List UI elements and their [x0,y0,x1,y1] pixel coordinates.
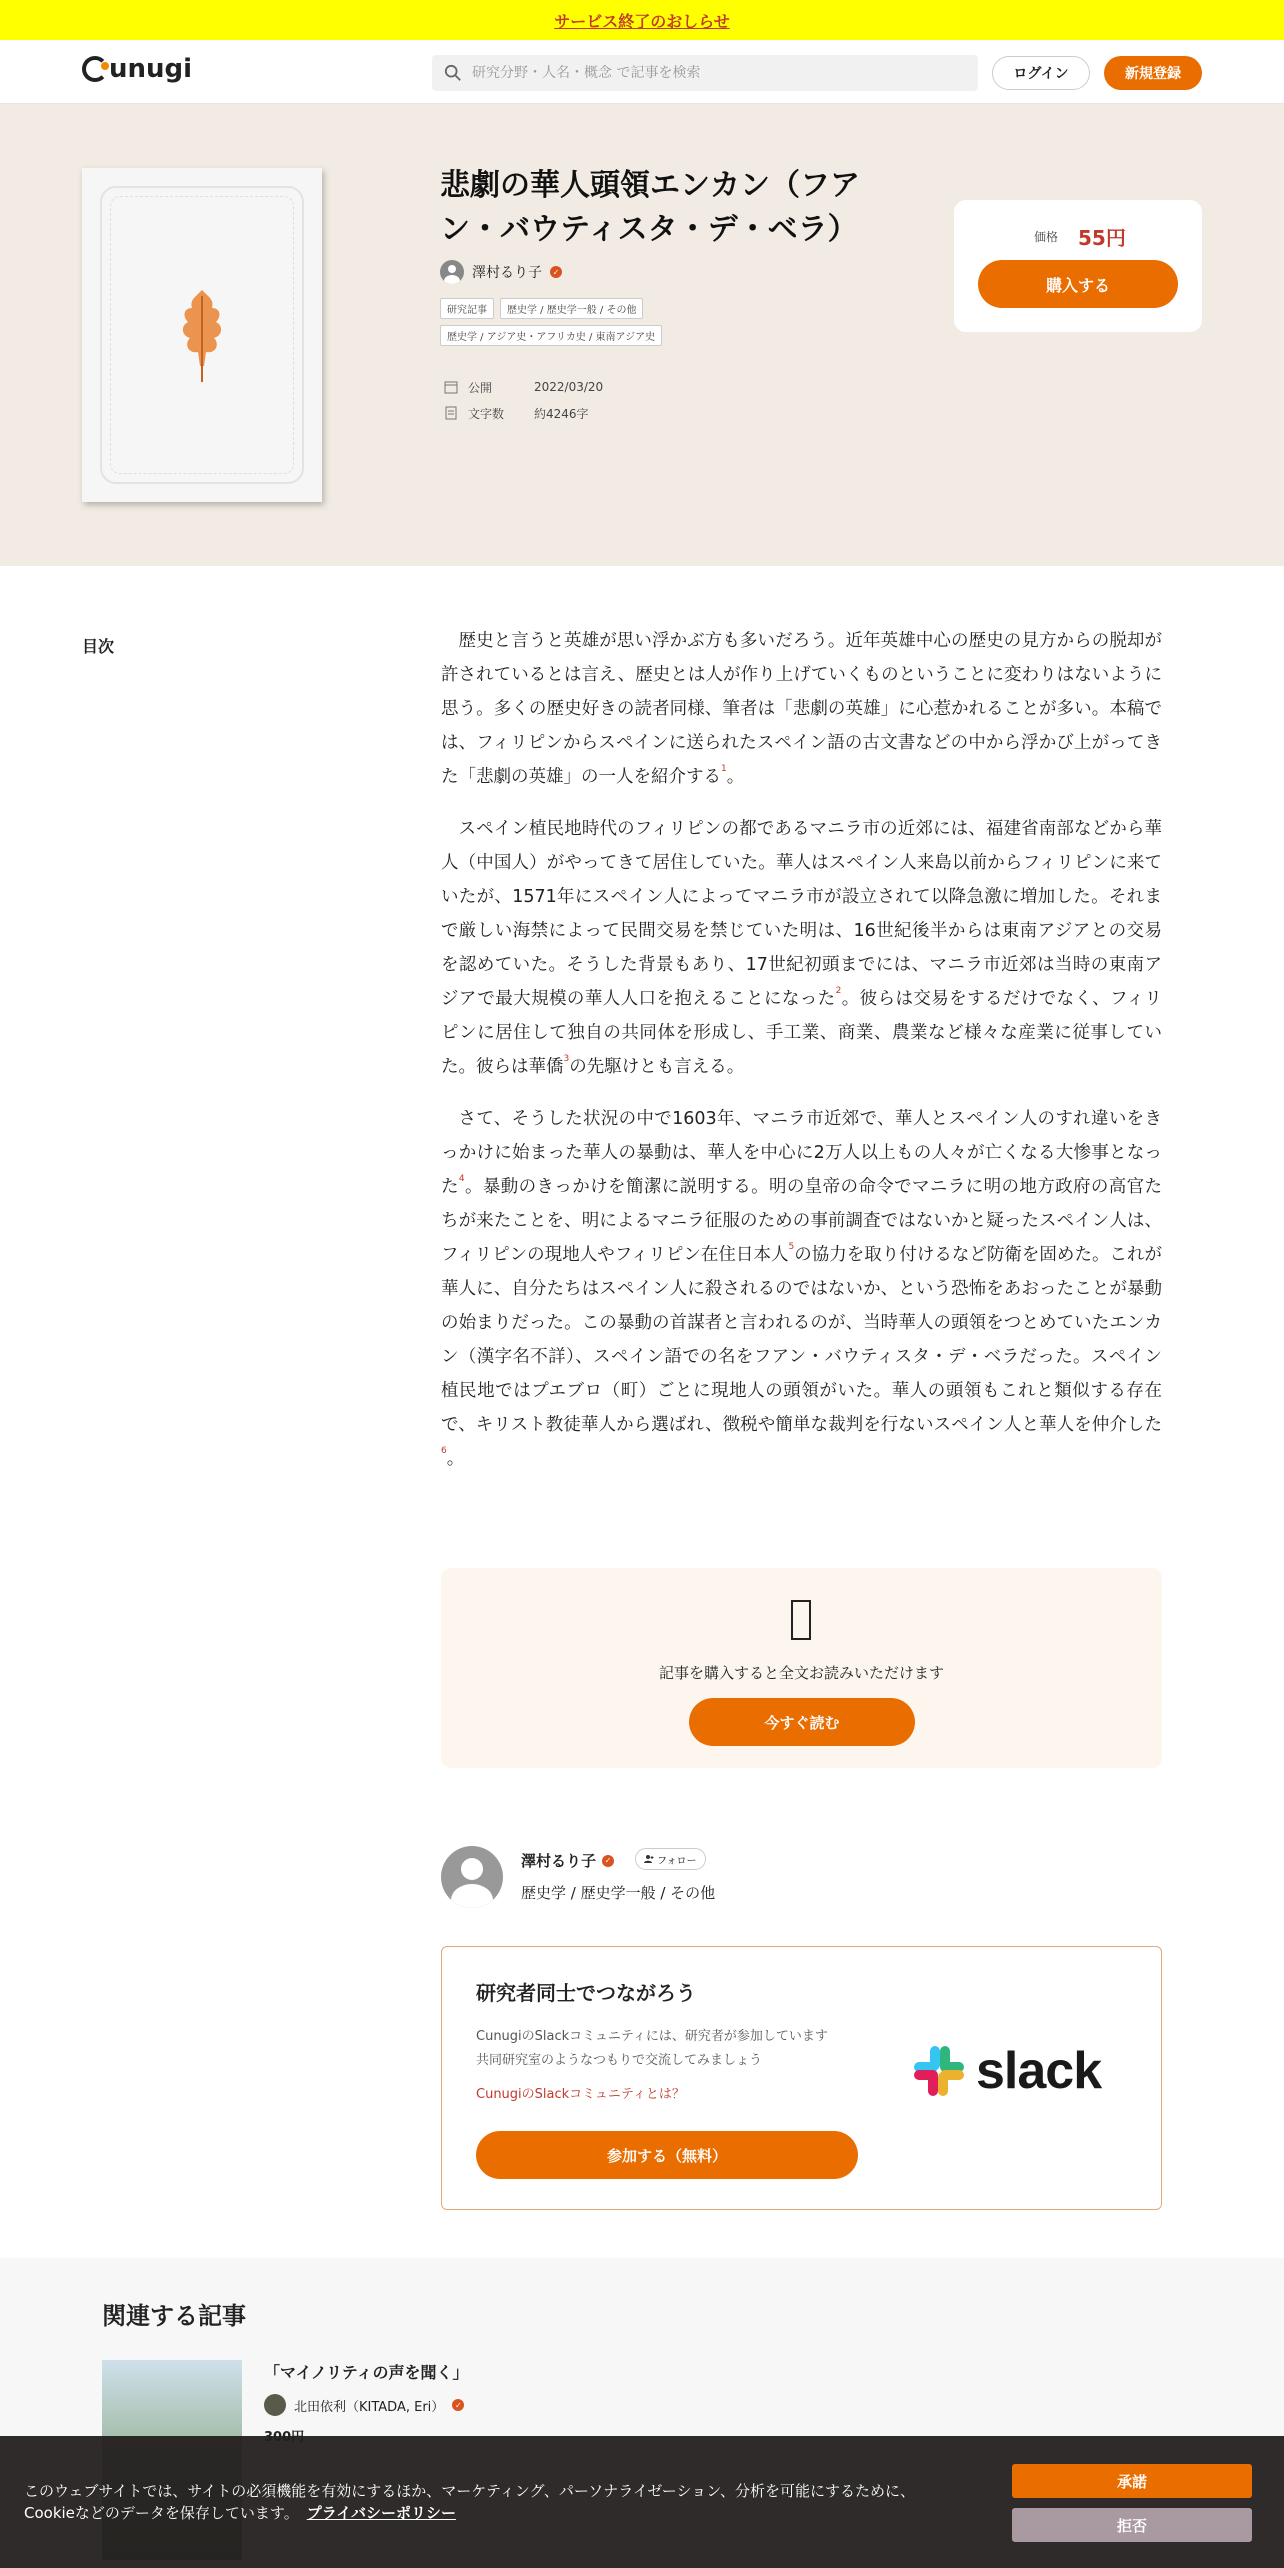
author-name[interactable] [521,1850,614,1871]
slack-hash-icon [912,2044,966,2098]
paywall-box [441,1568,1162,1768]
price-label: 価格 [1034,230,1059,244]
tag-item[interactable]: 歴史学 / アジア史・アフリカ史 / 東南アジア史 [440,325,662,346]
search-box[interactable] [432,55,978,91]
related-article-title[interactable]: 「マイノリティの声を聞く」 [264,2363,469,2382]
slack-about-link[interactable]: CunugiのSlackコミュニティとは？ [476,2087,685,2102]
author-field: 歴史学 / 歴史学一般 / その他 [521,1884,716,1902]
slack-logo [912,2041,1101,2101]
slack-card-heading: 研究者同士でつながろう [476,1981,696,2005]
follow-label: フォロー [657,1855,697,1867]
tag-item[interactable]: 歴史学 / 歴史学一般 / その他 [500,298,643,319]
verified-badge-icon: ✓ [602,1855,614,1867]
table-of-contents-heading[interactable]: 目次 [82,637,115,656]
related-heading: 関連する記事 [102,2302,246,2330]
article-cover-image [82,168,322,502]
footnote-ref[interactable]: 3 [563,1054,570,1064]
search-icon [444,64,462,82]
avatar [440,260,464,284]
site-header [0,40,1284,104]
avatar [264,2394,286,2416]
tag-item[interactable]: 研究記事 [440,298,494,319]
purchase-button[interactable]: 購入する [978,260,1178,308]
login-button[interactable]: ログイン [992,56,1090,90]
document-icon [444,406,458,420]
article-hero [0,104,1284,566]
footnote-ref[interactable]: 6 [441,1446,447,1456]
slack-card-description [476,2025,828,2073]
published-label: 公開 [468,380,493,395]
verified-badge-icon: ✓ [452,2399,464,2411]
slack-desc-line: 共同研究室のようなつもりで交流してみましょう [476,2053,763,2068]
avatar[interactable] [441,1846,503,1908]
reject-cookies-button[interactable]: 拒否 [1012,2508,1252,2542]
article-paragraph: スペイン植民地時代のフィリピンの都であるマニラ市の近郊には、福建省南部などから華人（中国人）がやってきて居住していた。華人はスペイン人来島以前からフィリピンに来ていたが、1571年にスペイン人によってマニラ市が設立されて以降急激に増加した。それまで厳しい海禁によって民間交易を禁じていた明は、16世紀後半からは東南アジアとの交易を認めていた。そうした背景もあり、17世紀初頭までには、マニラ市近郊は当時の東南アジアで最大規模の華人人口を抱えることになった$^2$。彼らは交易をするだけでなく、フィリピンに居住して独自の共同体を形成し、手工業、商業、農業など様々な産業に従事していた。彼らは華僑$^3$の先駆けとも言える。 [441,819,1162,1077]
logo-mark-icon [82,56,108,82]
footnote-ref[interactable]: 2 [835,986,842,996]
author-name-text: 澤村るり子 [521,1852,597,1870]
slack-wordmark: slack [976,2042,1102,2100]
char-count-value: 約4246字 [534,406,589,421]
related-author-name: 北田依利（KITADA, Eri） [294,2399,445,2415]
price-card [954,200,1202,332]
cookie-banner [0,2436,1284,2568]
tag-list [440,298,870,346]
related-article-author[interactable] [264,2394,464,2416]
accept-cookies-button[interactable]: 承諾 [1012,2464,1252,2498]
cookie-text [24,2480,1004,2524]
verified-badge-icon: ✓ [550,266,562,278]
search-input[interactable] [472,65,952,81]
footnote-ref[interactable]: 5 [788,1242,795,1252]
cookie-text-line: Cookieなどのデータを保存しています。 [24,2504,299,2522]
published-date: 2022/03/20 [534,380,604,394]
site-logo[interactable] [82,54,192,84]
read-now-button[interactable]: 今すぐ読む [689,1698,915,1746]
signup-button[interactable]: 新規登録 [1104,56,1202,90]
footnote-ref[interactable]: 1 [721,764,727,774]
privacy-policy-link[interactable]: プライバシーポリシー [306,2504,456,2522]
slack-desc-line: CunugiのSlackコミュニティには、研究者が参加しています [476,2029,828,2044]
cookie-text-line: このウェブサイトでは、サイトの必須機能を有効にするほか、マーケティング、パーソナライゼーション、分析を可能にするために、 [24,2482,916,2500]
slack-community-card [441,1946,1162,2210]
char-count-label: 文字数 [468,406,505,421]
oak-leaf-icon [174,286,230,386]
service-end-notice-link[interactable]: サービス終了のおしらせ [554,11,730,31]
paywall-message: 記事を購入すると全文お読みいただけます [658,1664,944,1682]
notice-bar [0,0,1284,40]
footnote-ref[interactable]: 4 [458,1174,465,1184]
hero-author[interactable] [440,260,562,284]
person-add-icon [644,1854,654,1864]
article-meta [444,374,603,426]
author-profile [441,1846,1162,1910]
hero-author-name[interactable]: 澤村るり子 [472,265,542,281]
article-body [441,624,1162,1494]
missing-glyph-icon [791,1600,811,1640]
price-value: 55円 [1078,226,1126,250]
article-paragraph: さて、そうした状況の中で1603年、マニラ市近郊で、華人とスペイン人のすれ違いをきっかけに始まった華人の暴動は、華人を中心に2万人以上もの人々が亡くなる大惨事となった$^4$。暴動のきっかけを簡潔に説明する。明の皇帝の命令でマニラに明の地方政府の高官たちが来たことを、明によるマニラ征服のための事前調査ではないかと疑ったスペイン人は、フィリピンの現地人やフィリピン在住日本人$^5$の協力を取り付けるなど防衛を固めた。これが華人に、自分たちはスペイン人に殺されるのではないか、という恐怖をあおったことが暴動の始まりだった。この暴動の首謀者と言われるのが、当時華人の頭領をつとめていたエンカン（漢字名不詳）、スペイン語での名をフアン・バウティスタ・デ・ベラだった。スペイン植民地ではプエブロ（町）ごとに現地人の頭領がいた。華人の頭領もこれと類似する存在で、キリスト教徒華人から選ばれ、徴税や簡単な裁判を行ないスペイン人と華人を仲介した$^6$。 [441,1109,1163,1469]
follow-button[interactable] [635,1848,706,1870]
article-paragraph: 歴史と言うと英雄が思い浮かぶ方も多いだろう。近年英雄中心の歴史の見方からの脱却が許されているとは言え、歴史とは人が作り上げていくものということに変わりはないように思う。多くの歴史好きの読者同様、筆者は「悲劇の英雄」に心惹かれることが多い。本稿では、フィリピンからスペインに送られたスペイン語の古文書などの中から浮かび上がってきた「悲劇の英雄」の一人を紹介する$^1$。 [441,631,1162,787]
join-slack-button[interactable]: 参加する（無料） [476,2131,858,2179]
logo-text: unugi [109,54,193,84]
calendar-icon [444,380,458,394]
article-title: 悲劇の華人頭領エンカン（フアン・バウティスタ・デ・ベラ） [440,168,860,247]
